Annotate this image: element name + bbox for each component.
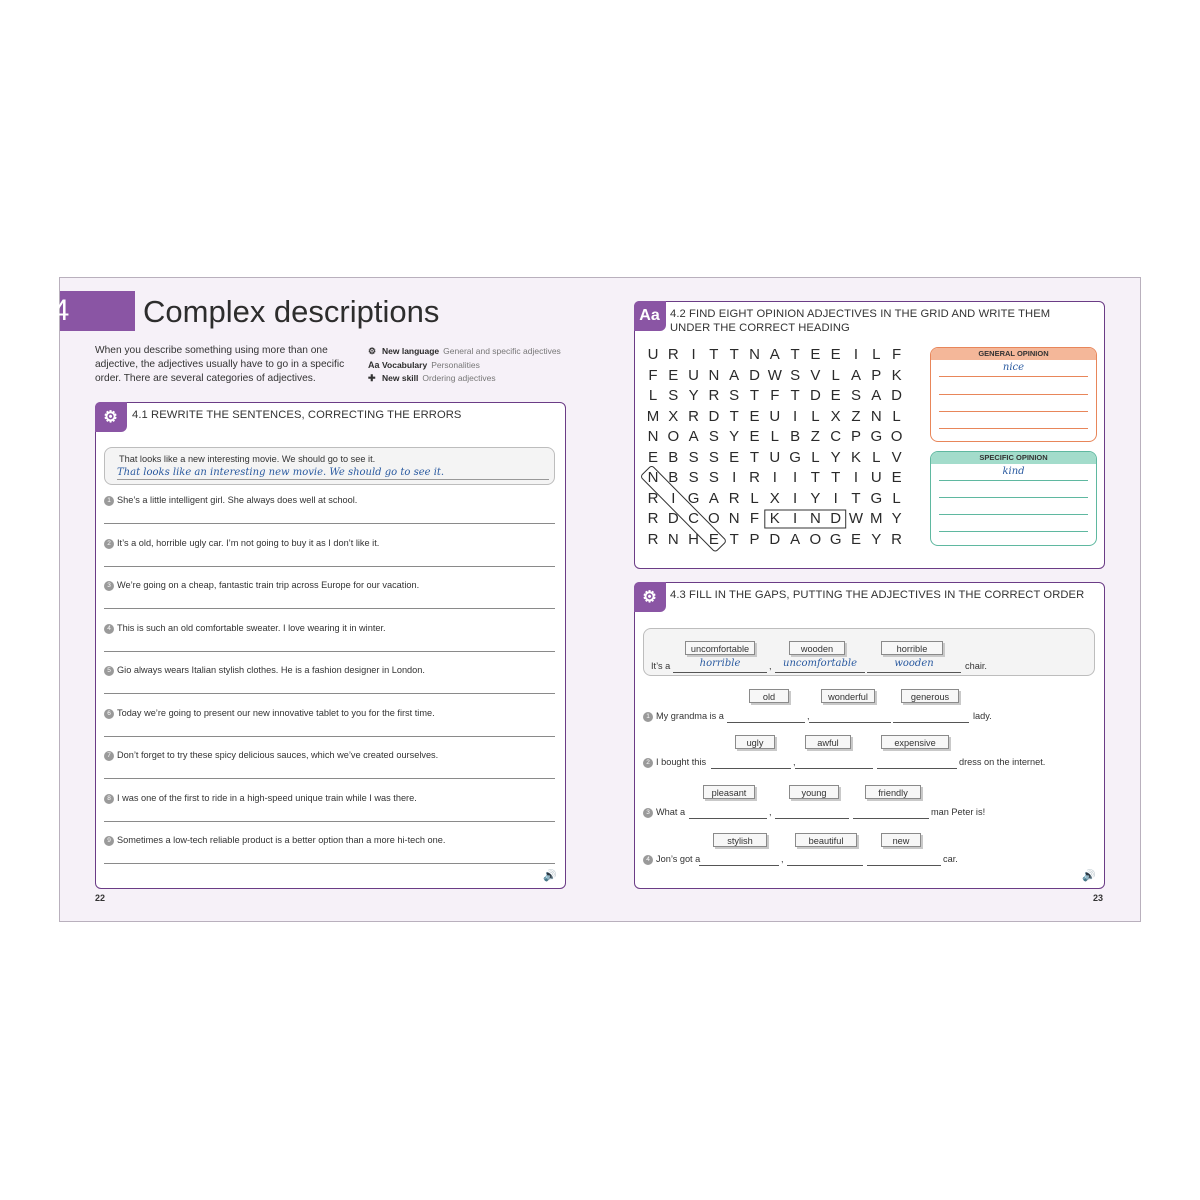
gap-line xyxy=(775,672,865,673)
question-number: 4 xyxy=(643,855,653,865)
prefix-text: My grandma is a xyxy=(656,711,724,721)
grid-letter[interactable]: I xyxy=(671,489,676,507)
grid-letter[interactable]: N xyxy=(809,510,821,527)
grid-letter[interactable]: T xyxy=(749,448,760,466)
grid-letter[interactable]: G xyxy=(870,428,883,445)
prefix-text: What a xyxy=(656,807,686,817)
grid-letter[interactable]: U xyxy=(769,407,781,425)
grid-letter[interactable]: F xyxy=(749,510,760,527)
grid-letter[interactable]: E xyxy=(668,366,679,384)
question-number: 6 xyxy=(104,709,114,719)
gap-line[interactable] xyxy=(877,768,957,769)
grid-letter[interactable]: N xyxy=(749,346,760,363)
grid-letter[interactable]: E xyxy=(729,448,740,466)
grid-letter[interactable]: I xyxy=(793,469,798,486)
grid-letter[interactable]: D xyxy=(769,530,781,548)
exercise-4-2 xyxy=(634,301,1105,569)
grid-letter[interactable]: E xyxy=(810,346,821,363)
adjective-chip[interactable]: horrible xyxy=(881,641,943,655)
grid-letter[interactable]: Y xyxy=(688,387,699,404)
sentence-suffix: lady. xyxy=(973,711,992,721)
grid-letter[interactable]: R xyxy=(749,469,760,486)
grid-letter[interactable]: E xyxy=(749,428,760,445)
grid-letter[interactable]: H xyxy=(688,530,700,548)
question-number: 5 xyxy=(104,666,114,676)
answer-line[interactable] xyxy=(104,651,555,652)
aa-icon: Aa xyxy=(368,359,380,370)
grid-letter[interactable]: F xyxy=(648,366,658,384)
question-text: Gio always wears Italian stylish clothes. He is a fashion designer in London. xyxy=(117,665,425,675)
grid-letter[interactable]: U xyxy=(688,366,700,384)
gap-line xyxy=(867,672,961,673)
gap-line[interactable] xyxy=(775,818,849,819)
gap-line[interactable] xyxy=(711,768,791,769)
question-item xyxy=(104,708,435,719)
adjective-chip[interactable]: wooden xyxy=(789,641,845,655)
exercise-4-2-heading: 4.2 FIND EIGHT OPINION ADJECTIVES IN THE GRID AND WRITE THEM UNDER THE CORRECT HEADING xyxy=(670,308,1051,334)
question-text: It’s a old, horrible ugly car. I’m not going to buy it as I don’t like it. xyxy=(117,537,380,548)
sentence-prefix xyxy=(643,854,700,865)
grid-letter[interactable]: S xyxy=(688,469,699,486)
grid-letter[interactable]: N xyxy=(870,407,882,425)
grid-letter[interactable]: D xyxy=(708,407,720,425)
gap-answer: uncomfortable xyxy=(783,658,857,669)
comma: , xyxy=(769,807,772,817)
question-number: 9 xyxy=(104,836,114,846)
exercise-4-1-heading: 4.1 REWRITE THE SENTENCES, CORRECTING THE ERRORS xyxy=(132,409,462,421)
gap-line[interactable] xyxy=(853,818,929,819)
grid-letter[interactable]: Y xyxy=(729,428,740,445)
grid-letter[interactable]: G xyxy=(870,489,883,507)
grid-letter[interactable]: A xyxy=(871,387,882,404)
gap-line[interactable] xyxy=(809,722,891,723)
grid-letter[interactable]: I xyxy=(793,489,798,507)
question-number: 8 xyxy=(104,794,114,804)
sentence-prefix xyxy=(643,757,706,768)
grid-letter[interactable]: I xyxy=(793,510,798,527)
grid-letter[interactable]: P xyxy=(871,366,882,384)
grid-letter[interactable]: T xyxy=(749,387,760,404)
grid-letter[interactable]: A xyxy=(790,530,801,548)
grid-letter[interactable]: W xyxy=(767,366,782,384)
answer-line[interactable] xyxy=(104,566,555,567)
grid-letter[interactable]: T xyxy=(831,469,841,486)
grid-letter[interactable]: T xyxy=(790,346,800,363)
sentence-prefix xyxy=(643,807,685,818)
grid-letter[interactable]: I xyxy=(853,469,859,486)
grid-letter[interactable]: L xyxy=(770,428,779,445)
chapter-title: Complex descriptions xyxy=(143,294,440,329)
grid-letter[interactable]: L xyxy=(872,346,881,363)
comma: , xyxy=(781,854,784,864)
question-item xyxy=(104,538,379,549)
grid-letter[interactable]: F xyxy=(892,346,902,363)
grid-letter[interactable]: I xyxy=(853,346,859,363)
grid-letter[interactable]: L xyxy=(892,489,901,507)
sentence-prefix: It’s a xyxy=(651,661,671,671)
adjective-chip[interactable]: ugly xyxy=(735,735,775,749)
adjective-chip[interactable]: young xyxy=(789,785,839,799)
gap-line[interactable] xyxy=(787,865,863,866)
question-item xyxy=(104,750,438,761)
grid-letter[interactable]: B xyxy=(790,428,801,445)
grid-letter[interactable]: L xyxy=(750,489,759,507)
prefix-text: I bought this xyxy=(656,757,707,767)
intro-text: When you describe something using more than one adjective, the adjectives usually have to go in a specific order. There are several categories of adjectives. xyxy=(95,345,345,384)
question-item xyxy=(104,580,419,591)
page-number-right: 23 xyxy=(1093,893,1104,903)
grid-letter[interactable]: K xyxy=(769,510,780,527)
grid-letter[interactable]: Y xyxy=(810,489,821,507)
answer-line[interactable] xyxy=(104,821,555,822)
question-number: 4 xyxy=(104,624,114,634)
example-box xyxy=(104,447,555,485)
grid-letter[interactable]: T xyxy=(709,346,719,363)
grid-letter[interactable]: A xyxy=(688,428,699,445)
gears-icon: ⚙ xyxy=(634,582,666,612)
grid-letter[interactable]: W xyxy=(848,510,864,527)
grid-letter[interactable]: O xyxy=(890,428,903,445)
grid-letter[interactable]: L xyxy=(811,448,820,466)
grid-letter[interactable]: A xyxy=(729,366,740,384)
answer-line[interactable] xyxy=(104,736,555,737)
grid-letter[interactable]: X xyxy=(769,489,780,507)
grid-letter[interactable]: Z xyxy=(810,428,820,445)
grid-letter[interactable]: N xyxy=(728,510,740,527)
grid-letter[interactable]: Y xyxy=(891,510,902,527)
gap-line[interactable] xyxy=(867,865,941,866)
grid-letter[interactable]: O xyxy=(809,530,822,548)
grid-letter[interactable]: E xyxy=(850,530,861,548)
general-opinion-card xyxy=(930,347,1097,442)
gap-line[interactable] xyxy=(689,818,767,819)
sentence-prefix xyxy=(643,711,724,722)
speaker-icon[interactable]: 🔊 xyxy=(1082,870,1096,882)
grid-letter[interactable]: M xyxy=(646,407,660,425)
gears-icon: ⚙ xyxy=(95,402,127,432)
grid-letter[interactable]: A xyxy=(708,489,719,507)
grid-letter[interactable]: R xyxy=(647,510,659,527)
answer-line[interactable] xyxy=(104,778,555,779)
grid-letter[interactable]: D xyxy=(667,510,679,527)
grid-letter[interactable]: X xyxy=(830,407,841,425)
adjective-chip[interactable]: stylish xyxy=(713,833,767,847)
answer-line[interactable] xyxy=(104,863,555,864)
sentence-suffix: car. xyxy=(943,854,958,864)
question-text: Sometimes a low-tech reliable product is a better option than a more hi-tech one. xyxy=(117,835,446,845)
adjective-chip[interactable]: friendly xyxy=(865,785,921,799)
grid-letter[interactable]: L xyxy=(648,387,658,404)
gap-answer: wooden xyxy=(894,658,934,669)
grid-letter[interactable]: O xyxy=(708,510,720,527)
gap-line xyxy=(673,672,767,673)
question-text: We’re going on a cheap, fantastic train trip across Europe for our vacation. xyxy=(117,580,420,590)
answer-line[interactable] xyxy=(104,608,555,609)
question-number: 7 xyxy=(104,751,114,761)
question-text: This is such an old comfortable sweater. I love wearing it in winter. xyxy=(117,622,386,633)
grid-letter[interactable]: N xyxy=(667,530,679,548)
grid-letter[interactable]: X xyxy=(668,407,679,425)
grid-letter[interactable]: D xyxy=(891,387,903,404)
grid-letter[interactable]: S xyxy=(850,387,861,404)
grid-letter[interactable]: Y xyxy=(871,530,882,548)
prefix-text: Jon’s got a xyxy=(656,854,701,864)
gap-line[interactable] xyxy=(727,722,805,723)
grid-letter[interactable]: S xyxy=(708,469,719,486)
meta-new-skill: ✚ New skill Ordering adjectives xyxy=(368,372,561,386)
grid-letter[interactable]: E xyxy=(749,407,760,425)
grid-letter[interactable]: L xyxy=(872,448,881,466)
question-text: Today we’re going to present our new innovative tablet to you for the first time. xyxy=(117,707,435,718)
grid-letter[interactable]: G xyxy=(829,530,842,548)
grid-letter[interactable]: S xyxy=(688,448,699,466)
comma: , xyxy=(807,711,810,721)
adjective-chip[interactable]: pleasant xyxy=(703,785,755,799)
grid-letter[interactable]: S xyxy=(729,387,740,404)
question-item xyxy=(104,665,425,676)
specific-opinion-card xyxy=(930,451,1097,546)
answer-line[interactable] xyxy=(104,523,555,524)
grid-letter[interactable]: R xyxy=(688,407,700,425)
gap-line[interactable] xyxy=(795,768,873,769)
question-text: She’s a little intelligent girl. She always does well at school. xyxy=(117,495,358,505)
grid-letter[interactable]: S xyxy=(708,428,719,445)
grid-letter[interactable]: I xyxy=(691,346,696,363)
sentence-suffix: chair. xyxy=(965,661,987,671)
grid-letter[interactable]: T xyxy=(729,346,739,363)
grid-letter[interactable]: T xyxy=(790,387,800,404)
question-item xyxy=(104,835,445,846)
grid-letter[interactable]: O xyxy=(667,428,680,445)
adjective-chip[interactable]: new xyxy=(881,833,921,847)
specific-opinion-title: SPECIFIC OPINION xyxy=(931,452,1096,464)
grid-letter[interactable]: N xyxy=(708,366,720,384)
gap-answer: horrible xyxy=(699,658,741,669)
adjective-chip[interactable]: old xyxy=(749,689,789,703)
question-number: 2 xyxy=(643,758,653,768)
chapter-number: 04 xyxy=(35,294,71,327)
grid-letter[interactable]: E xyxy=(891,469,902,486)
grid-letter[interactable]: L xyxy=(892,407,901,425)
grid-letter[interactable]: C xyxy=(830,428,842,445)
grid-letter[interactable]: T xyxy=(729,407,739,425)
grid-letter[interactable]: L xyxy=(811,407,820,425)
grid-letter[interactable]: N xyxy=(647,428,659,445)
grid-letter[interactable]: R xyxy=(708,387,720,404)
grid-letter[interactable]: R xyxy=(728,489,740,507)
meta-list xyxy=(368,345,561,386)
question-item xyxy=(104,793,417,804)
grid-letter[interactable]: S xyxy=(668,387,679,404)
grid-letter[interactable]: P xyxy=(749,530,760,548)
grid-letter[interactable]: V xyxy=(810,366,821,384)
grid-letter[interactable]: D xyxy=(809,387,821,404)
grid-letter[interactable]: S xyxy=(708,448,719,466)
adjective-chip[interactable]: expensive xyxy=(881,735,949,749)
exercise-4-3-heading: 4.3 FILL IN THE GAPS, PUTTING THE ADJECTIVES IN THE CORRECT ORDER xyxy=(670,589,1085,601)
grid-letter[interactable]: D xyxy=(830,510,842,527)
grid-letter[interactable]: I xyxy=(732,469,737,486)
grid-letter[interactable]: R xyxy=(647,530,659,548)
question-text: I was one of the first to ride in a high-speed unique train while I was there. xyxy=(117,792,417,803)
grid-letter[interactable]: U xyxy=(870,469,882,486)
comma: , xyxy=(793,757,796,767)
grid-letter[interactable]: B xyxy=(668,448,679,466)
example-question: That looks like a new interesting movie. We should go to see it. xyxy=(119,454,376,464)
grid-letter[interactable]: E xyxy=(830,346,841,363)
meta-new-language: ⚙ New language General and specific adjectives xyxy=(368,345,561,359)
grid-letter[interactable]: U xyxy=(647,346,659,363)
grid-letter[interactable]: T xyxy=(810,469,820,486)
gap-line[interactable] xyxy=(893,722,969,723)
question-item xyxy=(104,623,386,634)
adjective-chip[interactable]: awful xyxy=(805,735,851,749)
sentence-suffix: man Peter is! xyxy=(931,807,986,817)
question-number: 3 xyxy=(643,808,653,818)
grid-letter[interactable]: K xyxy=(891,366,902,384)
adjective-chip[interactable]: uncomfortable xyxy=(685,641,755,655)
page-number-left: 22 xyxy=(95,893,106,903)
grid-letter[interactable]: N xyxy=(647,469,659,486)
specific-opinion-answer: kind xyxy=(1002,466,1025,477)
grid-letter[interactable]: Y xyxy=(830,448,841,466)
grid-letter[interactable]: I xyxy=(772,469,777,486)
gap-line[interactable] xyxy=(699,865,779,866)
grid-letter[interactable]: S xyxy=(790,366,801,384)
grid-letter[interactable]: T xyxy=(851,489,861,507)
grid-letter[interactable]: E xyxy=(708,530,719,548)
grid-letter[interactable]: E xyxy=(830,387,841,404)
question-number: 3 xyxy=(104,581,114,591)
puzzle-icon: ✚ xyxy=(368,373,376,383)
grid-letter[interactable]: F xyxy=(770,387,780,404)
question-number: 2 xyxy=(104,539,114,549)
grid-letter[interactable]: A xyxy=(850,366,861,384)
adjective-chip[interactable]: beautiful xyxy=(795,833,857,847)
grid-letter[interactable]: I xyxy=(793,407,798,425)
grid-letter[interactable]: G xyxy=(687,489,700,507)
grid-letter[interactable]: U xyxy=(769,448,781,466)
question-item xyxy=(104,495,357,506)
general-opinion-title: GENERAL OPINION xyxy=(931,348,1096,360)
grid-letter[interactable]: R xyxy=(667,346,679,363)
grid-letter[interactable]: Z xyxy=(851,407,861,425)
grid-letter[interactable]: P xyxy=(850,428,861,445)
grid-letter[interactable]: D xyxy=(749,366,760,384)
exercise-4-3 xyxy=(634,582,1105,889)
question-text: Don’t forget to try these spicy delicious sauces, which we’ve created ourselves. xyxy=(117,750,439,760)
grid-letter[interactable]: I xyxy=(833,489,838,507)
grid-letter[interactable]: A xyxy=(769,346,780,363)
general-opinion-answer: nice xyxy=(1002,362,1025,373)
gears-icon: ⚙ xyxy=(368,346,377,356)
grid-letter[interactable]: R xyxy=(647,489,659,507)
grid-letter[interactable]: L xyxy=(831,366,840,384)
grid-letter[interactable]: R xyxy=(891,530,903,548)
adjective-chip[interactable]: generous xyxy=(901,689,959,703)
sentence-suffix: dress on the internet. xyxy=(959,757,1046,767)
grid-letter[interactable]: E xyxy=(647,448,658,466)
comma: , xyxy=(769,661,772,671)
grid-letter[interactable]: K xyxy=(850,448,861,466)
meta-vocabulary: Aa Vocabulary Personalities xyxy=(368,359,561,373)
grid-letter[interactable]: V xyxy=(891,448,902,466)
grid-letter[interactable]: M xyxy=(870,510,883,527)
answer-line[interactable] xyxy=(104,693,555,694)
example-answer: That looks like an interesting new movie. We should go to see it. xyxy=(117,467,549,480)
aa-icon: Aa xyxy=(634,301,666,331)
grid-letter[interactable]: B xyxy=(668,469,679,486)
speaker-icon[interactable]: 🔊 xyxy=(543,870,557,882)
grid-letter[interactable]: G xyxy=(789,448,801,466)
question-number: 1 xyxy=(643,712,653,722)
exercise-4-1 xyxy=(95,402,566,889)
adjective-chip[interactable]: wonderful xyxy=(821,689,875,703)
grid-letter[interactable]: C xyxy=(688,510,700,527)
question-number: 1 xyxy=(104,496,114,506)
grid-letter[interactable]: T xyxy=(729,530,739,548)
